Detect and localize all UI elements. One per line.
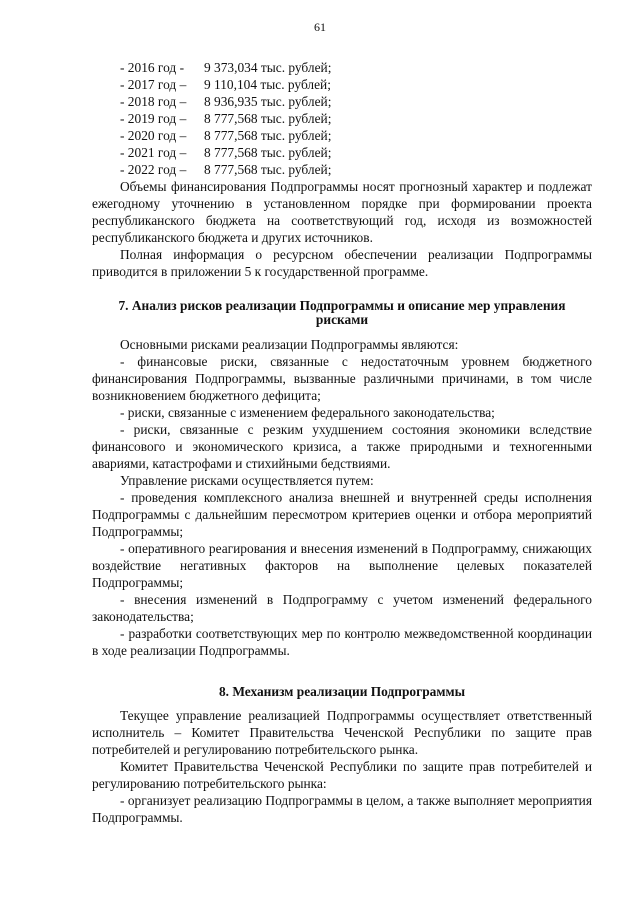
section-7-list-item: - риски, связанные с резким ухудшением состояния экономики вследствие финансового и экономического кризиса, а также природными и техногенными авариями, катастрофами и стихийными бедствиями. <box>92 422 592 471</box>
section-7-list-item: - проведения комплексного анализа внешней и внутренней среды исполнения Подпрограммы с дальнейшим пересмотром критериев оценки и отбора мероприятий Подпрограммы; <box>92 490 592 539</box>
financing-year: - 2018 год – <box>120 94 187 109</box>
document-body <box>92 59 592 826</box>
section-8-heading: 8. Механизм реализации Подпрограммы <box>218 684 466 699</box>
financing-amount: 8 777,568 тыс. рублей; <box>204 128 332 143</box>
financing-amount: 9 110,104 тыс. рублей; <box>204 77 331 92</box>
section-8-list-item: - организует реализацию Подпрограммы в целом, а также выполняет мероприятия Подпрограммы. <box>92 793 592 825</box>
financing-amount: 8 777,568 тыс. рублей; <box>204 111 332 126</box>
financing-year: - 2021 год – <box>120 145 187 160</box>
financing-year: - 2017 год – <box>120 77 187 92</box>
financing-year: - 2020 год – <box>120 128 187 143</box>
section-7-list-item: - оперативного реагирования и внесения изменений в Подпрограмму, снижающих воздействие негативных факторов на выполнение целевых показателей Подпрограммы; <box>92 541 592 590</box>
section-7-list-item: - разработки соответствующих мер по контролю межведомственной координации в ходе реализации Подпрограммы. <box>92 626 592 658</box>
section-8-paragraph: Комитет Правительства Чеченской Республики по защите прав потребителей и регулированию потребительского рынка: <box>92 759 592 791</box>
page-number: 61 <box>314 20 326 34</box>
financing-year: - 2022 год – <box>120 162 187 177</box>
financing-amount: 9 373,034 тыс. рублей; <box>204 60 332 75</box>
financing-line <box>120 110 592 127</box>
financing-amount: 8 936,935 тыс. рублей; <box>204 94 332 109</box>
section-7-paragraph: Основными рисками реализации Подпрограммы являются: <box>120 337 459 352</box>
intro-paragraph: Полная информация о ресурсном обеспечении реализации Подпрограммы приводится в приложении 5 к государственной программе. <box>92 247 592 279</box>
financing-amount: 8 777,568 тыс. рублей; <box>204 145 332 160</box>
financing-list <box>92 59 592 178</box>
financing-line <box>120 161 592 178</box>
section-7-paragraph: Управление рисками осуществляется путем: <box>120 473 374 488</box>
financing-year: - 2019 год – <box>120 111 187 126</box>
financing-line <box>120 59 592 76</box>
financing-line <box>120 93 592 110</box>
financing-year: - 2016 год - <box>120 60 185 75</box>
financing-line <box>120 127 592 144</box>
section-8-paragraph: Текущее управление реализацией Подпрограммы осуществляет ответственный исполнитель – Комитет Правительства Чеченской Республики по защите прав потребителей и регулированию потребительского рынка. <box>92 708 592 757</box>
intro-paragraph: Объемы финансирования Подпрограммы носят прогнозный характер и подлежат ежегодному уточнению в установленном порядке при формировании проекта республиканского бюджета на соответствующий год, исходя из возможностей республиканского бюджета и других источников. <box>92 179 592 245</box>
section-7-heading: 7. Анализ рисков реализации Подпрограммы и описание мер управления рисками <box>118 298 566 327</box>
section-7-list-item: - финансовые риски, связанные с недостаточным уровнем бюджетного финансирования Подпрограммы, вызванные различными причинами, в том числе возникновением бюджетного дефицита; <box>92 354 592 403</box>
financing-line <box>120 76 592 93</box>
section-7-list-item: - внесения изменений в Подпрограмму с учетом изменений федерального законодательства; <box>92 592 592 624</box>
section-7-list-item: - риски, связанные с изменением федерального законодательства; <box>120 405 495 420</box>
financing-amount: 8 777,568 тыс. рублей; <box>204 162 332 177</box>
financing-line <box>120 144 592 161</box>
